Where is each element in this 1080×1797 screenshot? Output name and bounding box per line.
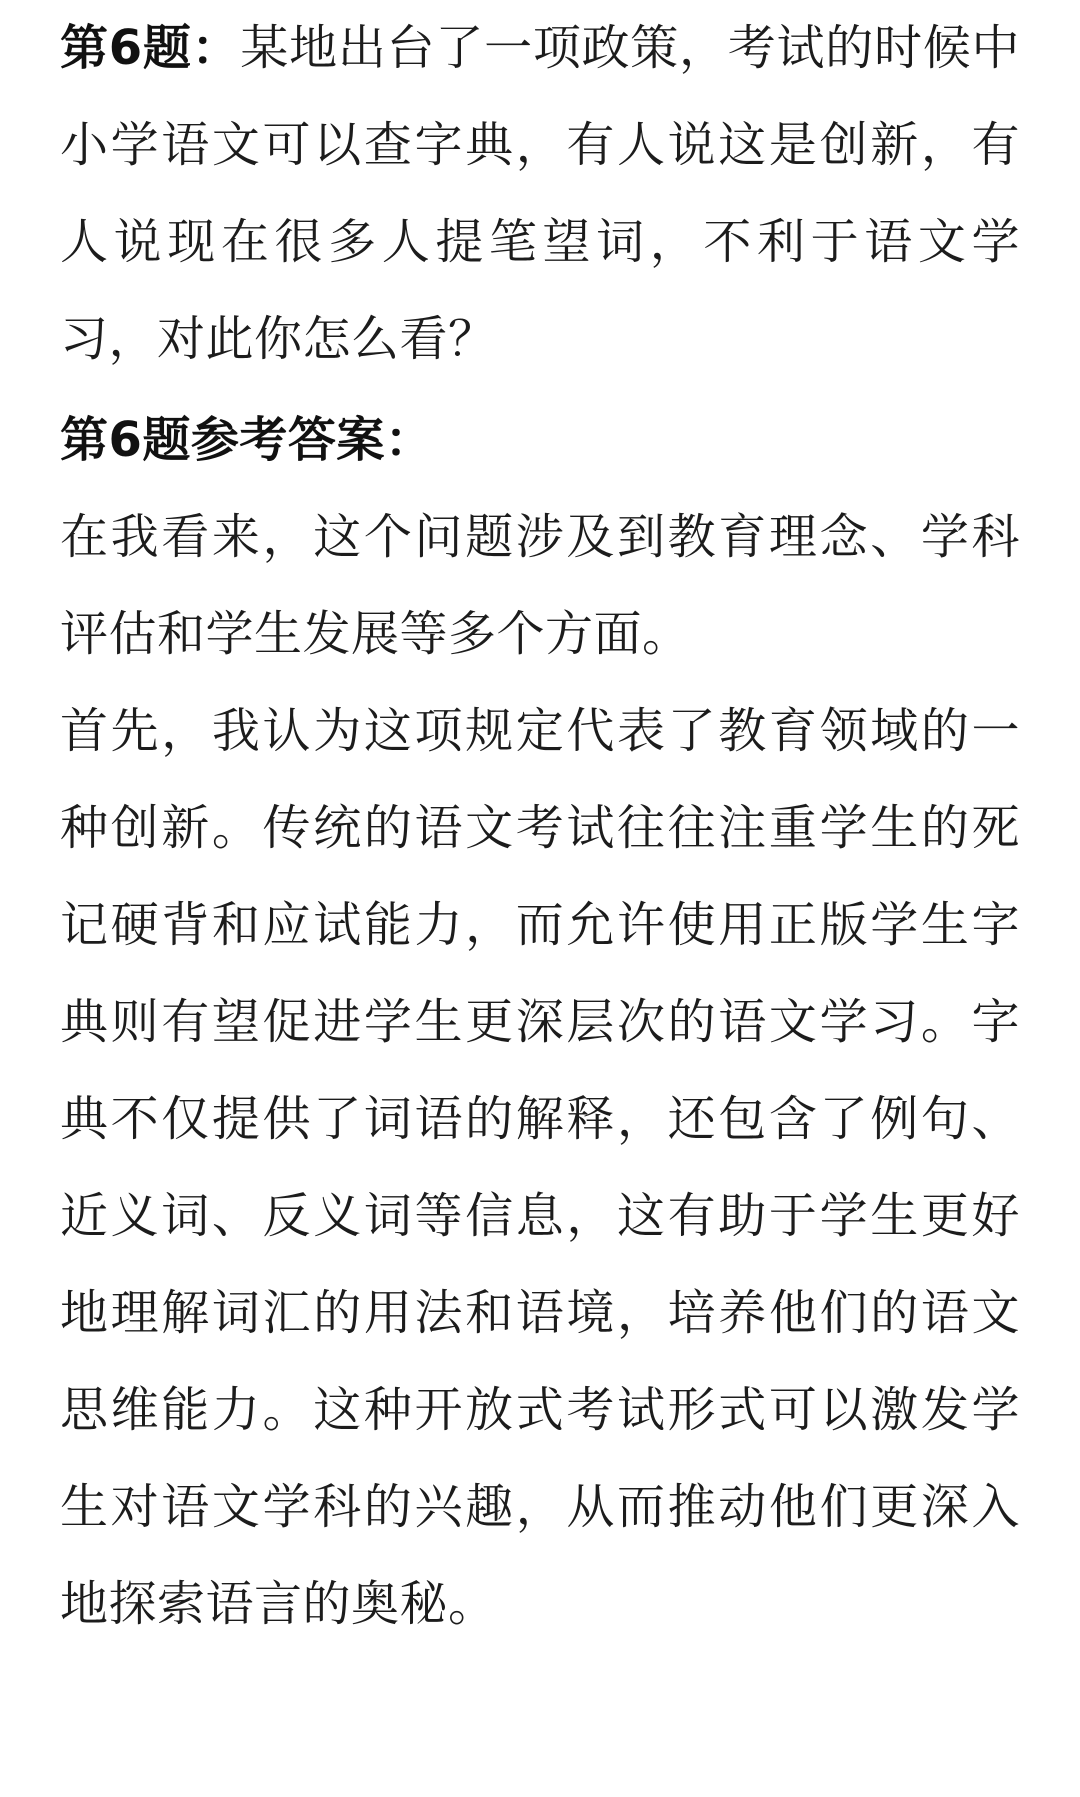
article-body <box>60 0 1020 1653</box>
answer-paragraph-1: 在我看来，这个问题涉及到教育理念、学科评估和学生发展等多个方面。 <box>60 509 1020 662</box>
answer-paragraph-2: 首先，我认为这项规定代表了教育领域的一种创新。传统的语文考试往往注重学生的死记硬背和应试能力，而允许使用正版学生字典则有望促进学生更深层次的语文学习。字典不仅提供了词语的解释，还包含了例句、近义词、反义词等信息，这有助于学生更好地理解词汇的用法和语境，培养他们的语文思维能力。这种开放式考试形式可以激发学生对语文学科的兴趣，从而推动他们更深入地探索语言的奥秘。 <box>60 703 1020 1632</box>
question-paragraph <box>60 0 1020 388</box>
answer-heading: 第6题参考答案： <box>60 412 434 468</box>
question-text: 某地出台了一项政策，考试的时候中小学语文可以查字典，有人说这是创新，有人说现在很多人提笔望词，不利于语文学习，对此你怎么看？ <box>60 20 1020 367</box>
question-label: 第6题： <box>60 20 241 76</box>
